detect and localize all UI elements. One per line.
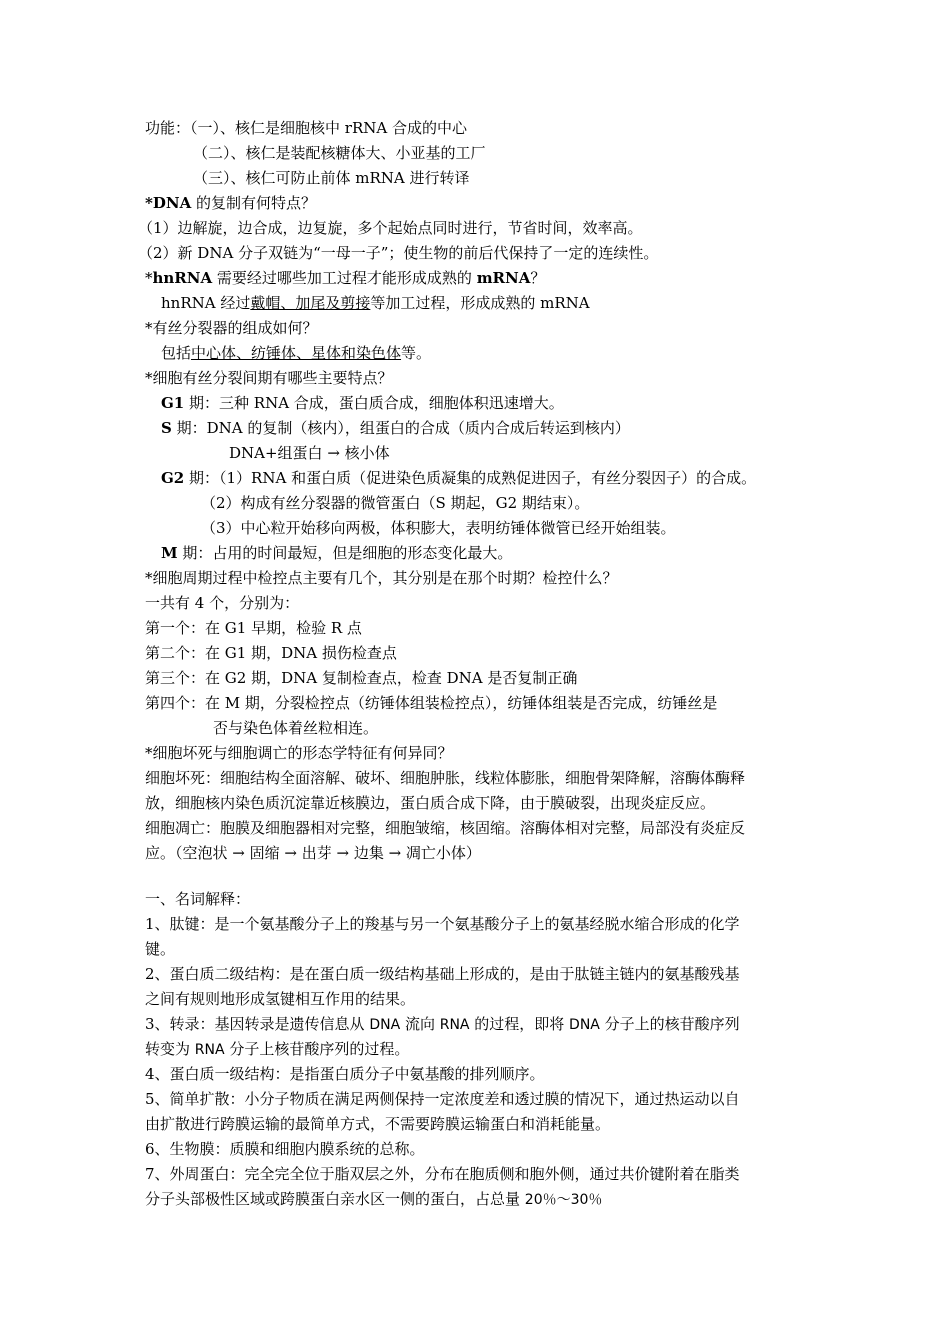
term-2b: 之间有规则地形成氢键相互作用的结果。 <box>145 990 416 1008</box>
terms-heading: 一、名词解释： <box>145 890 251 908</box>
g2-phase-2: （2）构成有丝分裂器的微管蛋白（S 期起，G2 期结束）。 <box>201 494 590 512</box>
term-2a: 2、蛋白质二级结构：是在蛋白质一级结构基础上形成的，是由于肽链主链内的氨基酸残基 <box>145 965 740 983</box>
term-3b: 转变为 RNA 分子上核苷酸序列的过程。 <box>145 1040 410 1058</box>
spindle-question: *有丝分裂器的组成如何？ <box>145 319 318 337</box>
m-phase: M 期：占用的时间最短，但是细胞的形态变化最大。 <box>161 544 513 562</box>
apoptosis-2: 应。（空泡状 → 固缩 → 出芽 → 边集 → 凋亡小体） <box>145 844 481 862</box>
term-1a: 1、肽键：是一个氨基酸分子上的羧基与另一个氨基酸分子上的氨基经脱水缩合形成的化学 <box>145 915 740 933</box>
dna-replication-answer-1: （1）边解旋，边合成，边复旋，多个起始点同时进行，节省时间，效率高。 <box>138 219 643 237</box>
dna-replication-question: *DNA 的复制有何特点？ <box>145 194 316 212</box>
interphase-question: *细胞有丝分裂间期有哪些主要特点？ <box>145 369 393 387</box>
s-phase: S 期：DNA 的复制（核内），组蛋白的合成（质内合成后转运到核内） <box>161 419 630 437</box>
nucleolus-function-1: 功能：（一）、核仁是细胞核中 rRNA 合成的中心 <box>145 119 467 137</box>
checkpoint-2: 第二个：在 G1 期，DNA 损伤检查点 <box>145 644 397 662</box>
checkpoint-question: *细胞周期过程中检控点主要有几个，其分别是在那个时期？检控什么？ <box>145 569 618 587</box>
g1-phase: G1 期：三种 RNA 合成，蛋白质合成，细胞体积迅速增大。 <box>161 394 564 412</box>
term-4: 4、蛋白质一级结构：是指蛋白质分子中氨基酸的排列顺序。 <box>145 1065 545 1083</box>
spindle-answer: 包括中心体、纺锤体、星体和染色体等。 <box>161 344 432 362</box>
s-phase-nucleosome: DNA+组蛋白 → 核小体 <box>229 444 390 462</box>
apoptosis-1: 细胞凋亡：胞膜及细胞器相对完整，细胞皱缩，核固缩。溶酶体相对完整，局部没有炎症反 <box>145 819 746 837</box>
nucleolus-function-2: （二）、核仁是装配核糖体大、小亚基的工厂 <box>193 144 486 162</box>
checkpoint-4: 第四个：在 M 期，分裂检控点（纺锤体组装检控点），纺锤体组装是否完成，纺锤丝是 <box>145 694 718 712</box>
term-1b: 键。 <box>145 940 176 958</box>
term-3a: 3、转录：基因转录是遗传信息从 DNA 流向 RNA 的过程，即将 DNA 分子上的核苷酸序列 <box>145 1015 740 1033</box>
death-question: *细胞坏死与细胞调亡的形态学特征有何异同？ <box>145 744 453 762</box>
necrosis-1: 细胞坏死：细胞结构全面溶解、破坏、细胞肿胀，线粒体膨胀，细胞骨架降解，溶酶体酶释 <box>145 769 746 787</box>
checkpoint-4-cont: 否与染色体着丝粒相连。 <box>213 719 379 737</box>
checkpoint-intro: 一共有 4 个，分别为： <box>145 594 300 612</box>
term-7a: 7、外周蛋白：完全完全位于脂双层之外，分布在胞质侧和胞外侧，通过共价键附着在脂类 <box>145 1165 740 1183</box>
checkpoint-3: 第三个：在 G2 期，DNA 复制检查点，检查 DNA 是否复制正确 <box>145 669 578 687</box>
term-6: 6、生物膜：质膜和细胞内膜系统的总称。 <box>145 1140 425 1158</box>
g2-phase-3: （3）中心粒开始移向两极，体积膨大，表明纺锤体微管已经开始组装。 <box>201 519 676 537</box>
dna-replication-answer-2: （2）新 DNA 分子双链为“一母一子”；使生物的前后代保持了一定的连续性。 <box>138 244 659 262</box>
term-5b: 由扩散进行跨膜运输的最简单方式，不需要跨膜运输蛋白和消耗能量。 <box>145 1115 611 1133</box>
necrosis-2: 放，细胞核内染色质沉淀靠近核膜边，蛋白质合成下降，由于膜破裂，出现炎症反应。 <box>145 794 716 812</box>
hnrna-answer: hnRNA 经过戴帽、加尾及剪接等加工过程，形成成熟的 mRNA <box>161 294 590 312</box>
hnrna-question: *hnRNA 需要经过哪些加工过程才能形成成熟的 mRNA？ <box>145 269 546 287</box>
function-label: 功能： <box>145 119 191 137</box>
checkpoint-1: 第一个：在 G1 早期，检验 R 点 <box>145 619 362 637</box>
term-5a: 5、简单扩散：小分子物质在满足两侧保持一定浓度差和透过膜的情况下，通过热运动以自 <box>145 1090 740 1108</box>
term-7b: 分子头部极性区域或跨膜蛋白亲水区一侧的蛋白，占总量 20％～30％ <box>145 1190 603 1208</box>
nucleolus-function-3: （三）、核仁可防止前体 mRNA 进行转译 <box>193 169 470 187</box>
g2-phase: G2 期：（1）RNA 和蛋白质（促进染色质凝集的成熟促进因子，有丝分裂因子）的合成。 <box>161 469 757 487</box>
